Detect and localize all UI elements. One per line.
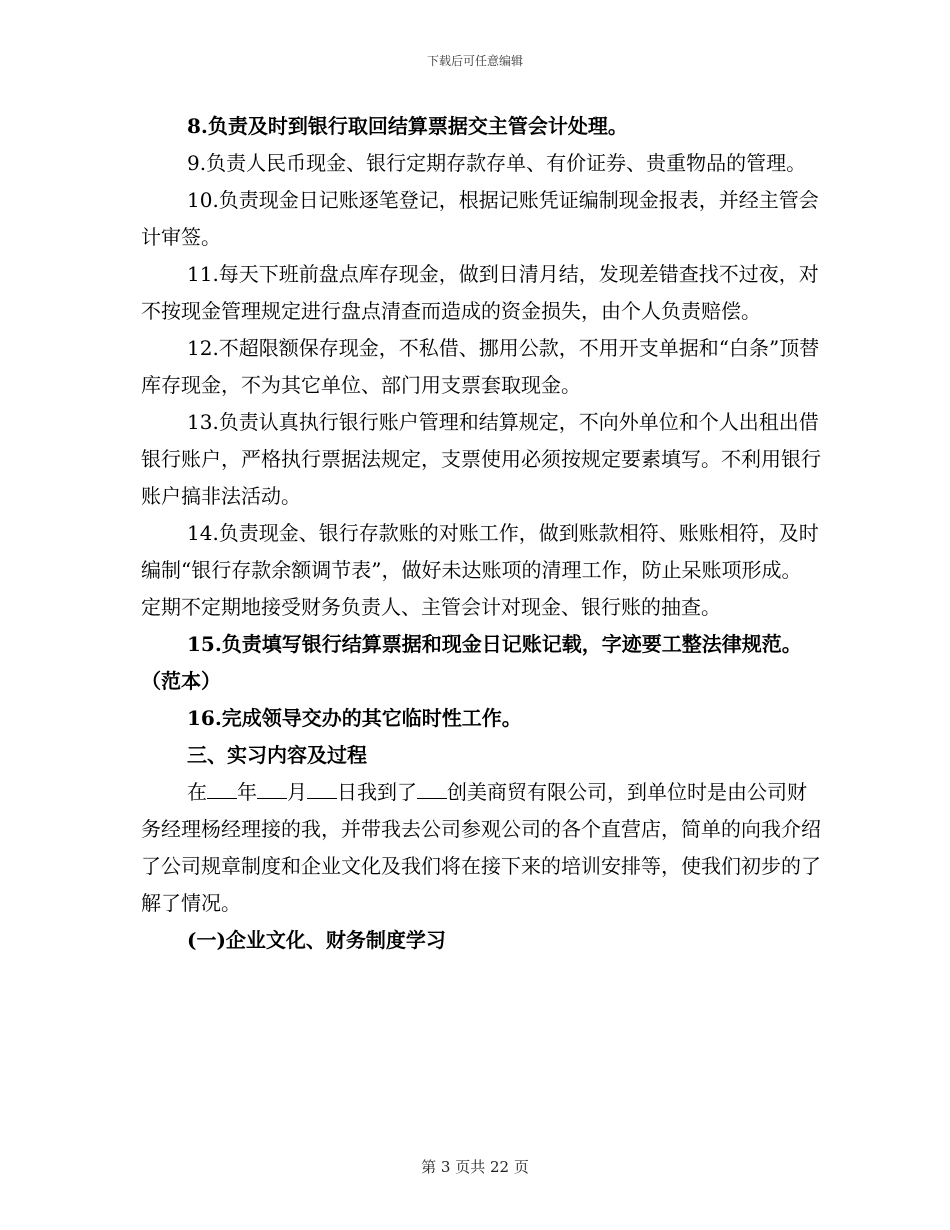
day-blank xyxy=(307,780,337,799)
intro-text-2: 年 xyxy=(237,780,257,804)
intro-text-3: 月 xyxy=(287,780,307,804)
paragraph-item-16: 16.完成领导交办的其它临时性工作。 xyxy=(187,706,522,730)
month-blank xyxy=(257,780,287,799)
paragraph-item-10: 10.负责现金日记账逐笔登记，根据记账凭证编制现金报表，并经主管会计审签。 xyxy=(141,188,819,249)
paragraph-item-11: 11.每天下班前盘点库存现金，做到日清月结，发现差错查找不过夜，对不按现金管理规定进行盘点清查而造成的资金损失，由个人负责赔偿。 xyxy=(141,262,819,323)
intro-text-4: 日我到了 xyxy=(337,780,417,804)
company-blank xyxy=(417,780,447,799)
paragraph-item-15: 15.负责填写银行结算票据和现金日记账记载，字迹要工整法律规范。（范本） xyxy=(141,632,802,693)
paragraph-item-8: 8.负责及时到银行取回结算票据交主管会计处理。 xyxy=(187,114,628,138)
subsection-heading: (一)企业文化、财务制度学习 xyxy=(187,928,446,952)
paragraph-item-14: 14.负责现金、银行存款账的对账工作，做到账款相符、账账相符，及时编制“银行存款余额调节表”，做好未达账项的清理工作，防止呆账项形成。定期不定期地接受财务负责人、主管会计对现金、银行账的抽查。 xyxy=(141,521,819,619)
year-blank xyxy=(207,780,237,799)
page-footer: 第 3 页共 22 页 xyxy=(421,1158,529,1176)
intro-paragraph xyxy=(141,774,821,922)
intro-text-1: 在 xyxy=(187,780,207,804)
intro-text-5: 创美商贸有限公司，到单位时是由公司财务经理杨经理接的我，并带我去公司参观公司的各个直营店，简单的向我介绍了公司规章制度和企业文化及我们将在接下来的培训安排等，使我们初步的了解了情况。 xyxy=(141,780,821,915)
paragraph-item-9: 9.负责人民币现金、银行定期存款存单、有价证券、贵重物品的管理。 xyxy=(187,151,807,175)
page-header: 下载后可任意编辑 xyxy=(426,54,523,68)
section-heading-3: 三、实习内容及过程 xyxy=(187,743,367,767)
paragraph-item-13: 13.负责认真执行银行账户管理和结算规定，不向外单位和个人出租出借银行账户，严格执行票据法规定，支票使用必须按规定要素填写。不利用银行账户搞非法活动。 xyxy=(141,410,821,508)
document-body xyxy=(141,108,821,959)
paragraph-item-12: 12.不超限额保存现金，不私借、挪用公款，不用开支单据和“白条”顶替库存现金，不为其它单位、部门用支票套取现金。 xyxy=(141,336,820,397)
